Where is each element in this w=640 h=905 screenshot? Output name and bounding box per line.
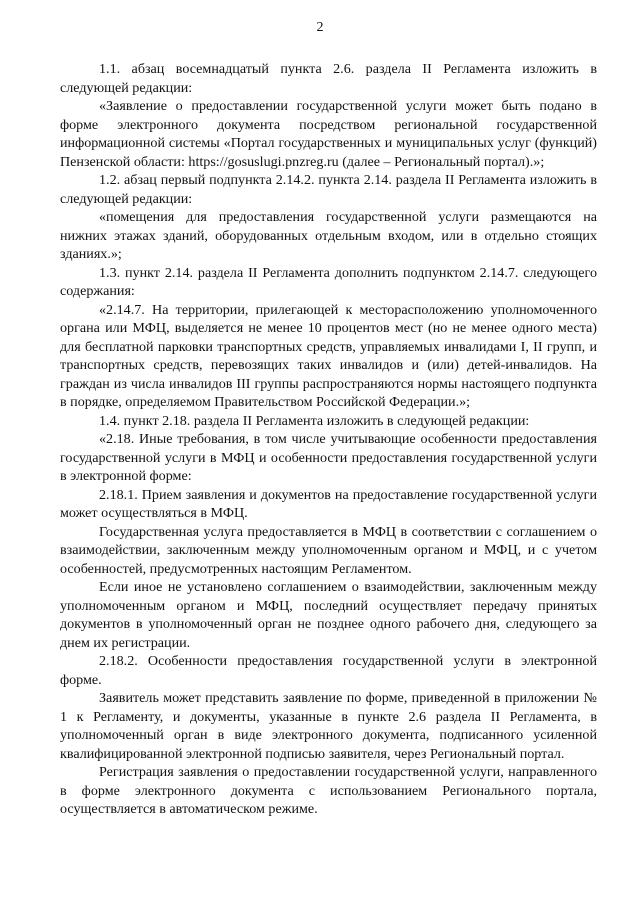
paragraph: «2.18. Иные требования, в том числе учитывающие особенности предоставления государственной услуги в МФЦ и особенности предоставления государственной услуги в электронной форме: — [60, 431, 597, 484]
paragraph: Регистрация заявления о предоставлении государственной услуги, направленного в форме электронного документа с использованием Регионального портала, осуществляется в автоматическом режиме. — [60, 764, 597, 817]
paragraph: 2.18.1. Прием заявления и документов на предоставление государственной услуги может осуществляться в МФЦ. — [60, 486, 597, 521]
paragraph: 1.1. абзац восемнадцатый пункта 2.6. раздела II Регламента изложить в следующей редакции: — [60, 61, 597, 96]
page-number: 2 — [316, 20, 324, 35]
paragraph: 2.18.2. Особенности предоставления государственной услуги в электронной форме. — [60, 653, 597, 688]
paragraph: «2.14.7. На территории, прилегающей к месторасположению уполномоченного органа или МФЦ, выделяется не менее 10 процентов мест (но не менее одного места) для бесплатной парковки транспортных средств, управляемых инвалидами I, II групп, и транспортных средств, перевозящих таких инвалидов и (или) детей-инвалидов. На граждан из числа инвалидов III группы распространяются нормы настоящего подпункта в порядке, определяемом Правительством Российской Федерации.»; — [60, 301, 597, 410]
document-body — [60, 60, 597, 819]
paragraph: 1.2. абзац первый подпункта 2.14.2. пункта 2.14. раздела II Регламента изложить в следующей редакции: — [60, 172, 597, 207]
paragraph: «Заявление о предоставлении государственной услуги может быть подано в форме электронного документа посредством региональной государственной информационной системы «Портал государственных и муниципальных услуг (функций) Пензенской области: https://gosuslugi.pnzreg.ru (далее – Региональный портал).»; — [60, 98, 597, 170]
paragraph: Если иное не установлено соглашением о взаимодействии, заключенным между уполномоченным органом и МФЦ, последний осуществляет передачу принятых документов в уполномоченный орган не позднее одного рабочего дня, следующего за днем их регистрации. — [60, 579, 597, 651]
paragraph: 1.4. пункт 2.18. раздела II Регламента изложить в следующей редакции: — [99, 412, 530, 429]
paragraph: Заявитель может представить заявление по форме, приведенной в приложении № 1 к Регламенту, и документы, указанные в пункте 2.6 раздела II Регламента, в уполномоченный орган в виде электронного документа, подписанного усиленной квалифицированной электронной подписью заявителя, через Региональный портал. — [60, 690, 597, 762]
paragraph: 1.3. пункт 2.14. раздела II Регламента дополнить подпунктом 2.14.7. следующего содержания: — [60, 264, 597, 299]
paragraph: Государственная услуга предоставляется в МФЦ в соответствии с соглашением о взаимодействии, заключенным между уполномоченным органом и МФЦ, и с учетом особенностей, предусмотренных настоящим Регламентом. — [60, 523, 597, 577]
paragraph: «помещения для предоставления государственной услуги размещаются на нижних этажах зданий, оборудованных отдельным входом, или в отдельно стоящих зданиях.»; — [60, 209, 597, 262]
